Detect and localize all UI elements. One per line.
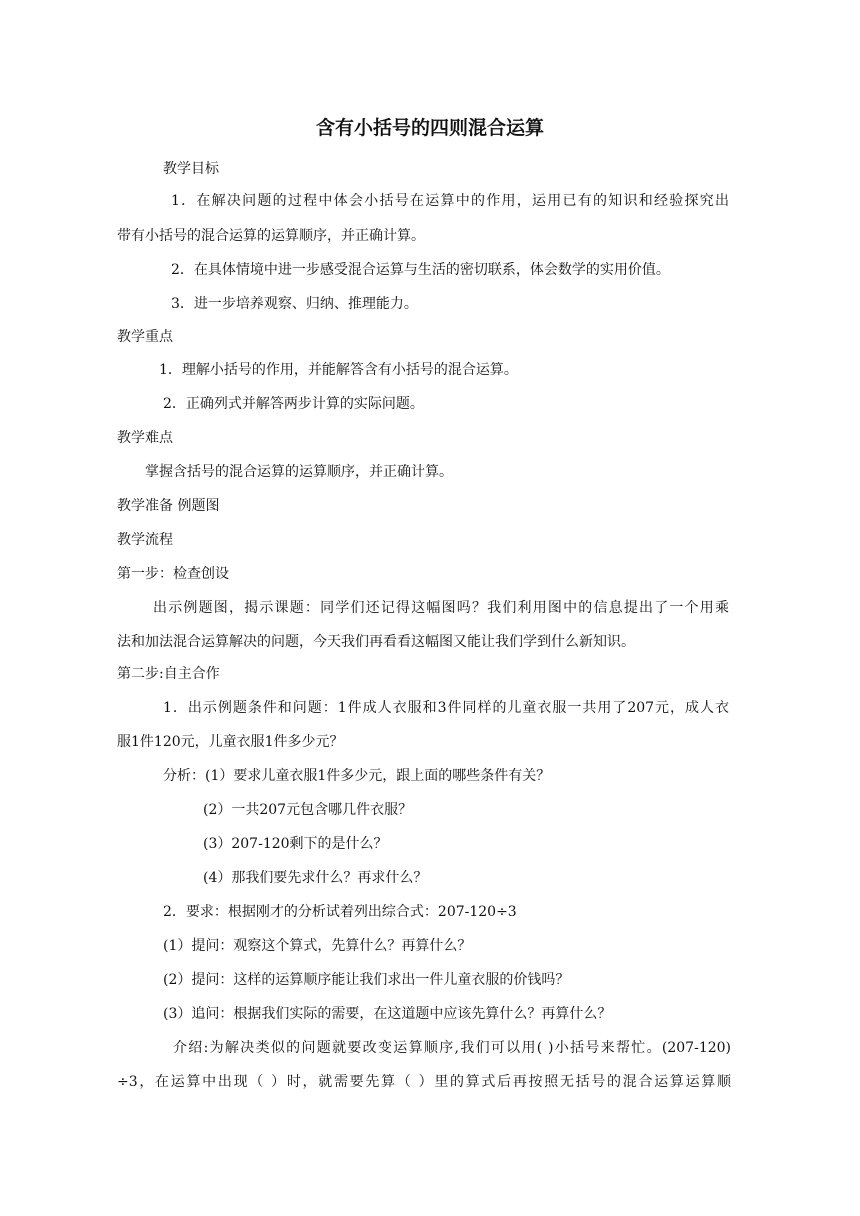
heading-teaching-goals: 教学目标 bbox=[163, 161, 219, 177]
step-1-text-line-1: 出示例题图，揭示课题：同学们还记得这幅图吗？我们利用图中的信息提出了一个用乘 bbox=[153, 600, 729, 616]
goal-3: 3．进一步培养观察、归纳、推理能力。 bbox=[171, 296, 418, 312]
requirement: 2．要求：根据刚才的分析试着列出综合式：207-120÷3 bbox=[163, 904, 517, 920]
introduction-line-1: 介绍:为解决类似的问题就要改变运算顺序,我们可以用( )小括号来帮忙。(207-120) bbox=[173, 1040, 731, 1056]
analysis-3: (3）207-120剩下的是什么？ bbox=[203, 836, 388, 852]
analysis-4: (4）那我们要先求什么？再求什么？ bbox=[203, 870, 428, 886]
key-point-1: 1．理解小括号的作用，并能解答含有小括号的混合运算。 bbox=[159, 362, 518, 378]
question-3: (3）追问：根据我们实际的需要，在这道题中应该先算什么？再算什么？ bbox=[163, 1006, 612, 1022]
heading-step-1: 第一步：检查创设 bbox=[117, 566, 229, 582]
heading-difficulties: 教学难点 bbox=[117, 430, 173, 446]
introduction-line-2: ÷3，在运算中出现（ ）时，就需要先算（ ）里的算式后再按照无括号的混合运算运算顺 bbox=[117, 1074, 731, 1090]
key-point-2: 2．正确列式并解答两步计算的实际问题。 bbox=[163, 396, 424, 412]
step-1-text-line-2: 法和加法混合运算解决的问题，今天我们再看看这幅图又能让我们学到什么新知识。 bbox=[117, 634, 635, 650]
question-1: (1）提问：观察这个算式，先算什么？再算什么？ bbox=[163, 938, 472, 954]
heading-preparation: 教学准备 例题图 bbox=[117, 498, 220, 514]
document-title: 含有小括号的四则混合运算 bbox=[315, 117, 544, 139]
goal-2: 2．在具体情境中进一步感受混合运算与生活的密切联系，体会数学的实用价值。 bbox=[171, 262, 670, 278]
heading-teaching-flow: 教学流程 bbox=[117, 532, 173, 548]
difficulty-1: 掌握含括号的混合运算的运算顺序，并正确计算。 bbox=[145, 464, 453, 480]
question-2: (2）提问：这样的运算顺序能让我们求出一件儿童衣服的价钱吗？ bbox=[163, 972, 570, 988]
analysis-2: (2）一共207元包含哪几件衣服？ bbox=[203, 802, 413, 818]
analysis-1: 分析：(1）要求儿童衣服1件多少元，跟上面的哪些条件有关？ bbox=[163, 768, 551, 784]
goal-1-line-2: 带有小括号的混合运算的运算顺序，并正确计算。 bbox=[117, 228, 425, 244]
example-problem-line-2: 服1件120元，儿童衣服1件多少元？ bbox=[117, 734, 344, 750]
goal-1-line-1: 1．在解决问题的过程中体会小括号在运算中的作用，运用已有的知识和经验探究出 bbox=[171, 193, 729, 209]
example-problem-line-1: 1．出示例题条件和问题：1件成人衣服和3件同样的儿童衣服一共用了207元，成人衣 bbox=[163, 700, 729, 716]
heading-key-points: 教学重点 bbox=[117, 329, 173, 345]
heading-step-2: 第二步:自主合作 bbox=[117, 666, 220, 682]
